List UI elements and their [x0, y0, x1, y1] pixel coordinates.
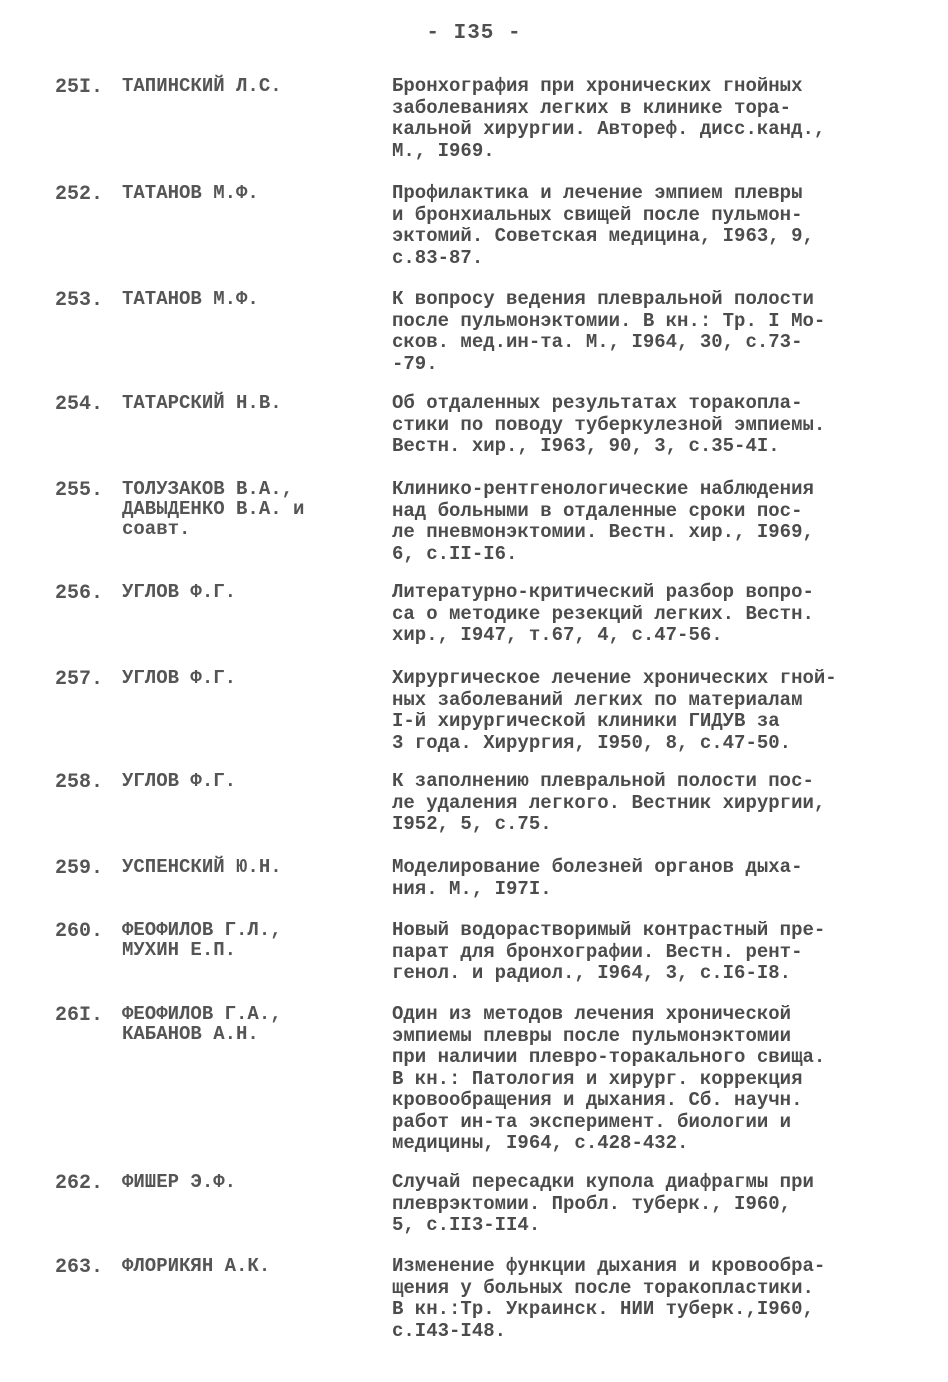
entry-citation: Изменение функции дыхания и кровообра- щения у больных после торакопластики. В кн.:Тр. Украинск. НИИ туберк.,I960, с.I43-I48. — [392, 1255, 826, 1342]
entry-citation: Случай пересадки купола диафрагмы при плеврэктомии. Пробл. туберк., I960, 5, с.II3-II4. — [392, 1171, 814, 1236]
entry-author: ТОЛУЗАКОВ В.А., ДАВЫДЕНКО В.А. и соавт. — [122, 478, 305, 540]
entry-number: 254. — [55, 393, 104, 416]
entry-citation: К заполнению плевральной полости пос- ле удаления легкого. Вестник хирургии, I952, 5, с.75. — [392, 770, 826, 835]
entry-author: УСПЕНСКИЙ Ю.Н. — [122, 856, 282, 878]
entry-author: ТАТАНОВ М.Ф. — [122, 182, 259, 204]
entry-citation: Один из методов лечения хронической эмпиемы плевры после пульмонэктомии при наличии плевро-торакального свища. В кн.: Патология и хирург. коррекция кровообращения и дыхания. Сб. научн. работ ин-та эксперимент. биологии и медицины, I964, с.428-432. — [392, 1003, 826, 1154]
entry-number: 257. — [55, 668, 104, 691]
entry-citation: Об отдаленных результатах торакопла- стики по поводу туберкулезной эмпиемы. Вестн. хир., I963, 90, 3, с.35-4I. — [392, 392, 826, 457]
entry-citation: Новый водорастворимый контрастный пре- парат для бронхографии. Вестн. рент- генол. и радиол., I964, 3, с.I6-I8. — [392, 919, 826, 984]
entry-number: 259. — [55, 857, 104, 880]
entry-number: 255. — [55, 479, 104, 502]
entry-number: 25I. — [55, 76, 104, 99]
entry-number: 260. — [55, 920, 104, 943]
entry-author: ФЕОФИЛОВ Г.А., КАБАНОВ А.Н. — [122, 1003, 282, 1045]
entry-citation: Клинико-рентгенологические наблюдения над больными в отдаленные сроки пос- ле пневмонэктомии. Вестн. хир., I969, 6, с.II-I6. — [392, 478, 814, 565]
entry-citation: Литературно-критический разбор вопро- са о методике резекций легких. Вестн. хир., I947, т.67, 4, с.47-56. — [392, 581, 814, 646]
entry-citation: Хирургическое лечение хронических гной- ных заболеваний легких по материалам I-й хирургической клиники ГИДУВ за 3 года. Хирургия, I950, 8, с.47-50. — [392, 667, 837, 754]
entry-number: 262. — [55, 1172, 104, 1195]
entry-citation: К вопросу ведения плевральной полости после пульмонэктомии. В кн.: Тр. I Мо- сков. мед.ин-та. М., I964, 30, с.73- -79. — [392, 288, 826, 375]
entry-number: 253. — [55, 289, 104, 312]
entry-author: УГЛОВ Ф.Г. — [122, 581, 237, 603]
entry-author: ФЛОРИКЯН А.К. — [122, 1255, 271, 1277]
entry-author: ФЕОФИЛОВ Г.Л., МУХИН Е.П. — [122, 919, 282, 961]
entry-author: УГЛОВ Ф.Г. — [122, 770, 237, 792]
entry-author: ТАПИНСКИЙ Л.С. — [122, 75, 282, 97]
entry-author: УГЛОВ Ф.Г. — [122, 667, 237, 689]
entry-citation: Моделирование болезней органов дыха- ния. М., I97I. — [392, 856, 803, 900]
entry-author: ТАТАРСКИЙ Н.В. — [122, 392, 282, 414]
entry-citation: Профилактика и лечение эмпием плевры и бронхиальных свищей после пульмон- эктомий. Советская медицина, I963, 9, с.83-87. — [392, 182, 814, 269]
entry-author: ТАТАНОВ М.Ф. — [122, 288, 259, 310]
entry-number: 263. — [55, 1256, 104, 1279]
page-number: - I35 - — [426, 22, 522, 45]
entry-number: 258. — [55, 771, 104, 794]
entry-number: 256. — [55, 582, 104, 605]
entry-author: ФИШЕР Э.Ф. — [122, 1171, 237, 1193]
entry-number: 26I. — [55, 1004, 104, 1027]
entry-citation: Бронхография при хронических гнойных заболеваниях легких в клинике тора- кальной хирургии. Автореф. дисс.канд., М., I969. — [392, 75, 826, 162]
entry-number: 252. — [55, 183, 104, 206]
